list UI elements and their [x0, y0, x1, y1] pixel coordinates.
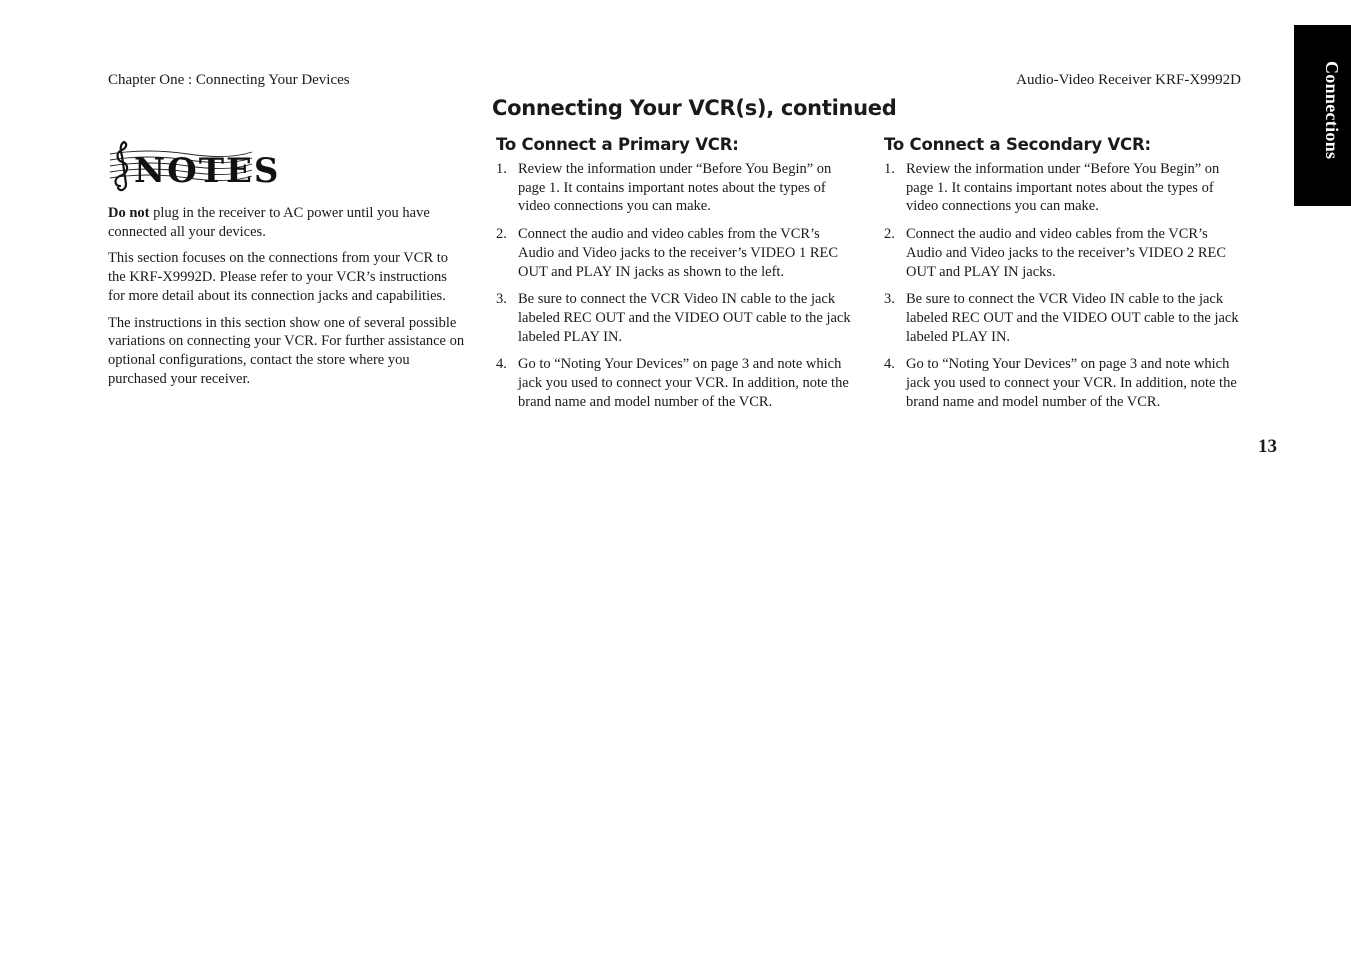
secondary-vcr-heading: To Connect a Secondary VCR: — [884, 135, 1151, 154]
step-item — [884, 225, 1244, 281]
notes-text: plug in the receiver to AC power until you have connected all your devices. — [108, 205, 430, 240]
step-number: 2. — [496, 226, 507, 243]
section-tab-label: Connections — [1322, 61, 1342, 160]
step-number: 1. — [884, 161, 895, 177]
notes-sidebar — [108, 140, 466, 396]
step-number: 3. — [496, 291, 507, 308]
step-text: Connect the audio and video cables from the VCR’s Audio and Video jacks to the receiver’s VIDEO 2 REC OUT and PLAY IN jacks. — [906, 226, 1227, 280]
notes-paragraph: The instructions in this section show one of several possible variations on connecting your VCR. For further assistance on optional configurations, contact the store where you purchased your receiver. — [108, 314, 465, 387]
step-text: Go to “Noting Your Devices” on page 3 and note which jack you used to connect your VCR. In addition, note the brand name and model number of the VCR. — [906, 356, 1237, 410]
step-item — [884, 290, 1244, 346]
step-number: 2. — [884, 226, 895, 243]
step-text: Review the information under “Before You Begin” on page 1. It contains important notes about the types of video connections you can make. — [906, 161, 1220, 215]
running-header-chapter: Chapter One : Connecting Your Devices — [108, 72, 350, 88]
primary-vcr-heading: To Connect a Primary VCR: — [496, 135, 739, 154]
page-title: Connecting Your VCR(s), continued — [492, 96, 897, 120]
step-text: Connect the audio and video cables from the VCR’s Audio and Video jacks to the receiver’s VIDEO 1 REC OUT and PLAY IN jacks as shown to the left. — [518, 226, 839, 280]
primary-vcr-column — [496, 135, 856, 420]
step-item — [884, 355, 1244, 411]
step-number: 1. — [496, 161, 507, 177]
step-item — [496, 225, 856, 281]
step-text: Be sure to connect the VCR Video IN cable to the jack labeled REC OUT and the VIDEO OUT cable to the jack labeled PLAY IN. — [518, 291, 851, 345]
step-text: Be sure to connect the VCR Video IN cable to the jack labeled REC OUT and the VIDEO OUT cable to the jack labeled PLAY IN. — [906, 291, 1239, 345]
notes-logo-text: NOTES — [134, 151, 281, 191]
step-text: Review the information under “Before You Begin” on page 1. It contains important notes about the types of video connections you can make. — [518, 161, 832, 215]
secondary-vcr-column — [884, 135, 1244, 420]
notes-paragraph: This section focuses on the connections from your VCR to the KRF-X9992D. Please refer to your VCR’s instructions for more detail about its connection jacks and capabilities. — [108, 250, 449, 304]
running-header-product: Audio-Video Receiver KRF-X9992D — [1016, 72, 1241, 88]
step-item — [496, 160, 856, 216]
primary-vcr-steps — [496, 160, 856, 411]
step-text: Go to “Noting Your Devices” on page 3 and note which jack you used to connect your VCR. In addition, note the brand name and model number of the VCR. — [518, 356, 849, 410]
section-tab-connections — [1294, 25, 1351, 206]
notes-paragraph — [108, 204, 466, 241]
notes-emphasis: Do not — [108, 205, 150, 221]
notes-logo — [108, 140, 281, 194]
step-item — [496, 290, 856, 346]
step-item — [884, 160, 1244, 216]
secondary-vcr-steps — [884, 160, 1244, 411]
page-number: 13 — [1258, 436, 1277, 457]
step-number: 4. — [496, 356, 507, 373]
step-number: 4. — [884, 356, 895, 373]
step-item — [496, 355, 856, 411]
step-number: 3. — [884, 291, 895, 308]
